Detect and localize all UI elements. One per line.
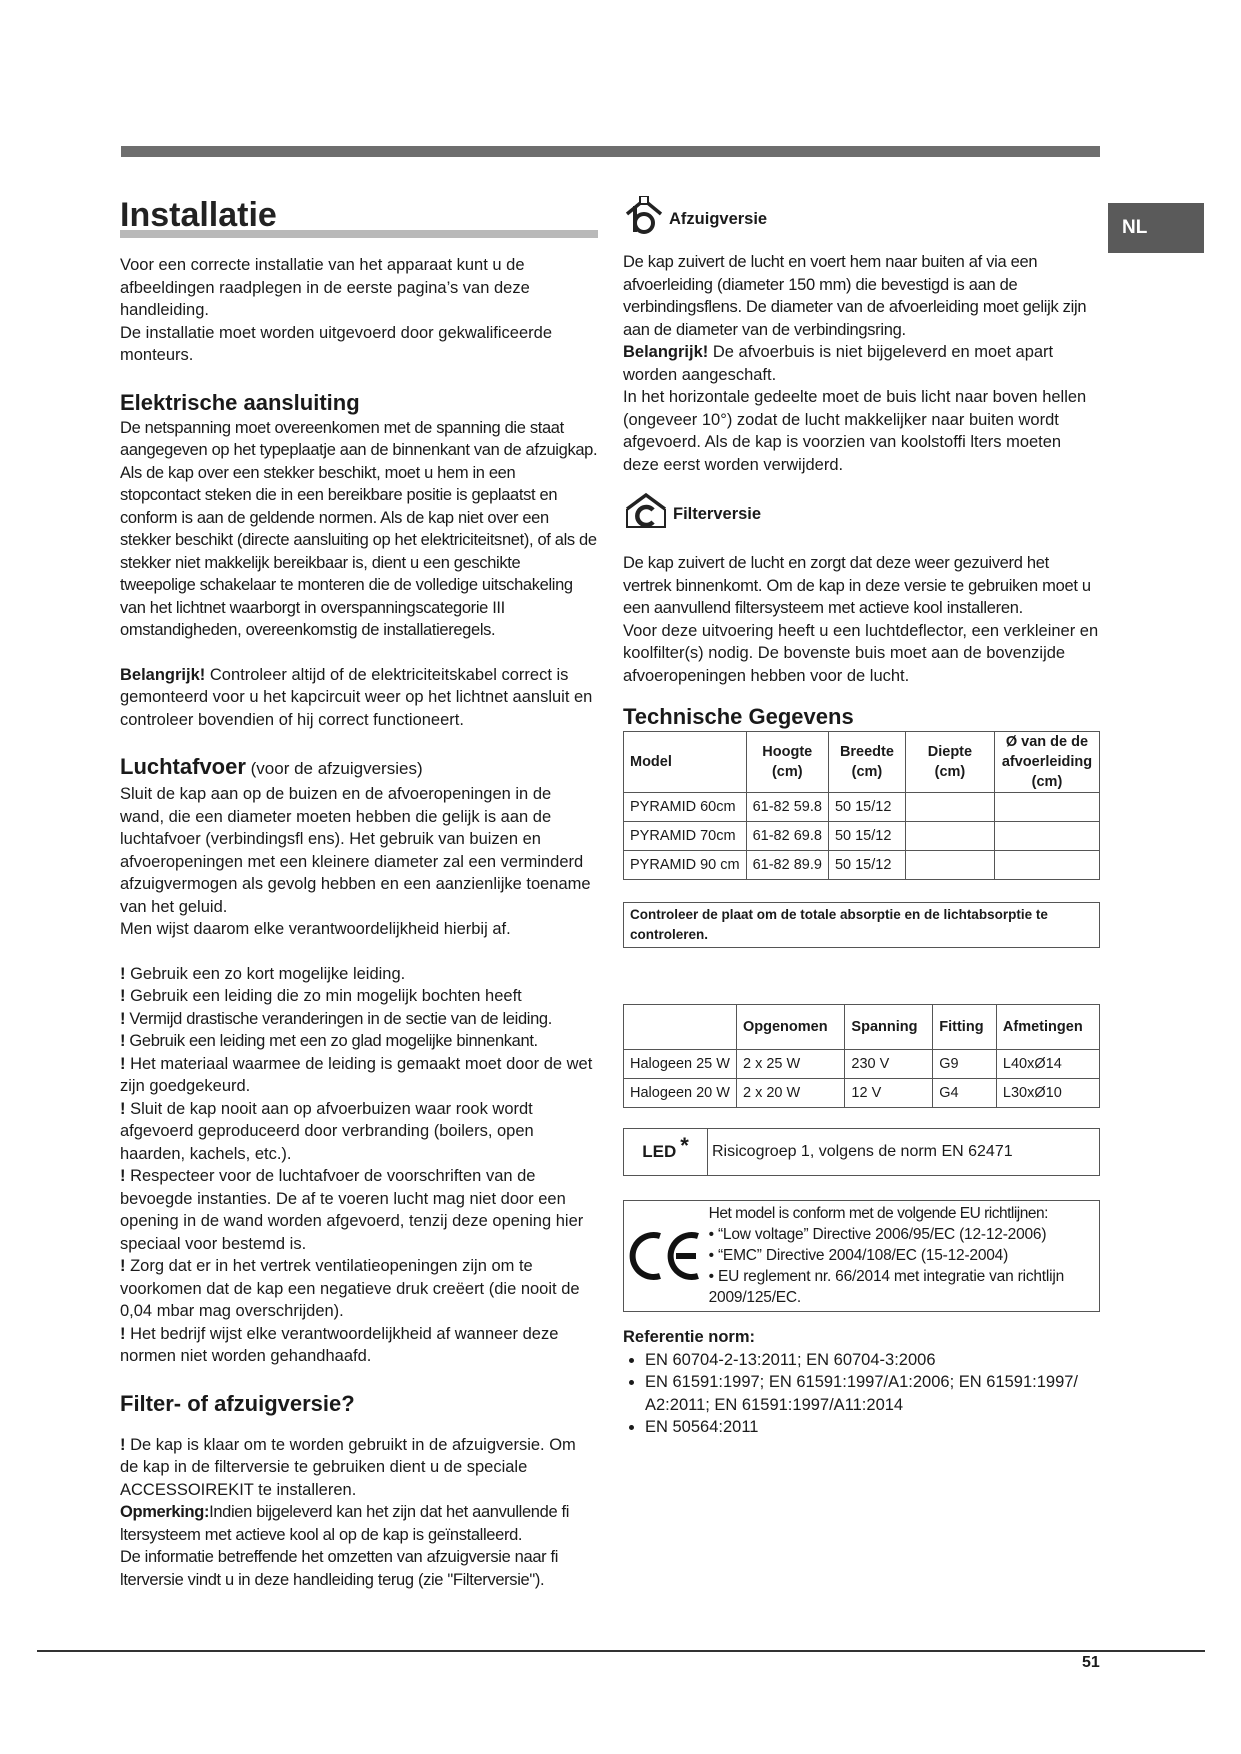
warning-6 [120,1098,598,1166]
warning-5 [120,1053,598,1098]
warning-4 [120,1030,598,1053]
table-cell [994,822,1099,851]
warning-text: Respecteer voor de luchtafvoer de voorschriften van de bevoegde instanties. De af te voeren lucht mag niet door een opening in de wand worden afgevoerd, tenzij deze opening hier speciaal voor bestemd is. [120,1167,584,1253]
afzuig-text-2: In het horizontale gedeelte moet de buis licht naar boven hellen (ongeveer 10°) zodat de lucht makkelijker naar buiten wordt afgevoerd. Als de kap is voorzien van koolstoffi lters moeten deze eerst worden verwijderd. [623,388,1087,474]
warning-mark: ! [120,1324,126,1343]
warning-text: Vermijd drastische veranderingen in de sectie van de leiding. [125,1009,552,1028]
filterversie-label: Filterversie [673,504,762,523]
table-row [624,1050,1100,1079]
warning-text: Sluit de kap nooit aan op afvoerbuizen waar rook wordt afgevoerd geproduceerd door verbranding (boilers, open haarden, kachels, etc.). [120,1099,534,1163]
led-label: LED [642,1141,677,1161]
warning-mark: ! [120,1032,126,1050]
tech-header-cell: Ø van de de afvoerleiding (cm) [994,732,1099,793]
tech-heading: Technische Gegevens [623,704,854,729]
afzuig-heading [623,197,1100,241]
warning-9 [120,1323,598,1368]
page-number: 51 [1082,1654,1100,1671]
elektrisch-important [120,664,598,732]
warning-text: Het bedrijf wijst elke verantwoordelijkheid af wanneer deze normen niet worden gehandhaafd. [120,1324,559,1365]
intro-text-1: Voor een correcte installatie van het apparaat kunt u de afbeeldingen raadplegen in de eerste pagina’s van deze handleiding. [120,256,530,319]
table-cell [994,793,1099,822]
important-label: Belangrijk! [120,665,206,684]
top-rule [121,146,1100,157]
warning-8 [120,1255,598,1323]
table-row [624,793,1100,822]
table-cell [905,851,994,880]
ce-line: • EU reglement nr. 66/2014 met integratie van richtlijn 2009/125/EC. [708,1268,1065,1306]
warning-mark: ! [120,1054,126,1073]
ce-line: Het model is conform met de volgende EU richtlijnen: [708,1205,1048,1222]
absorption-note: Controleer de plaat om de totale absorptie en de lichtabsorptie te controleren. [623,902,1100,948]
afzuig-text-1: De kap zuivert de lucht en voert hem naar buiten af via een afvoerleiding (diameter 150 mm) die bevestigd is aan de verbindingsflens. De diameter van de afvoerleiding moet gelijk zijn aan de diameter van de verbindingsring. [623,253,1087,339]
warning-text: Gebruik een leiding met een zo glad mogelijke binnenkant. [125,1032,538,1050]
filter-text: De kap is klaar om te worden gebruikt in de afzuigversie. Om de kap in de filterversie te gebruiken dient u de speciale ACCESSOIREKIT te installeren. [120,1435,576,1499]
filter-note [120,1501,598,1546]
tech-header-cell: Hoogte (cm) [746,732,828,793]
warning-7 [120,1165,598,1255]
table-row [624,822,1100,851]
lamp-header-cell: Fitting [933,1005,997,1050]
table-cell: PYRAMID 60cm [624,793,747,822]
warning-mark: ! [120,1257,126,1275]
table-cell: G9 [933,1050,997,1079]
tech-header-row [624,732,1100,793]
table-cell: L30xØ10 [996,1079,1099,1108]
luchtafvoer-subtitle: (voor de afzuigversies) [245,759,423,778]
luchtafvoer-title: Luchtafvoer [120,754,246,779]
elektrisch-heading: Elektrische aansluiting [120,389,360,415]
language-tab: NL [1108,203,1204,253]
warning-1 [120,963,598,986]
table-cell [905,822,994,851]
warning-mark: ! [120,1009,126,1028]
important-text: Controleer altijd of de elektriciteitskabel correct is gemonteerd voor u het kapcircuit weer op het lichtnet aansluit en controleer bovendien of hij correct functioneert. [120,665,593,729]
list-item: • EN 60704-2-13:2011; EN 60704-3:2006 [645,1349,1100,1372]
led-box [623,1128,1100,1176]
tech-header-cell: Model [624,732,747,793]
title-block [120,196,598,236]
filter-text-1 [120,1434,598,1502]
table-cell: 61-82 59.8 [746,793,828,822]
luchtafvoer-text-2: Men wijst daarom elke verantwoordelijkheid hierbij af. [120,920,511,938]
afzuig-label: Afzuigversie [669,209,768,228]
table-cell: 12 V [845,1079,933,1108]
referentie-list [623,1349,1100,1439]
warning-mark: ! [120,1167,126,1185]
ce-box [623,1200,1100,1312]
table-cell: 50 15/12 [828,793,905,822]
table-cell: 230 V [845,1050,933,1079]
lamp-table [623,1004,1100,1108]
table-cell: L40xØ14 [996,1050,1099,1079]
lamp-header-row [624,1005,1100,1050]
filter-text-2: De informatie betreffende het omzetten van afzuigversie naar fi lterversie vindt u in deze handleiding terug (zie "Filterversie"). [120,1548,559,1589]
filter-heading: Filter- of afzuigversie? [120,1390,355,1416]
filterversie-heading [623,492,1100,536]
tech-header-cell: Diepte (cm) [905,732,994,793]
bottom-rule [37,1650,1205,1652]
lamp-header-cell: Afmetingen [996,1005,1099,1050]
warning-3 [120,1008,598,1031]
warning-mark: ! [120,987,126,1005]
note-label: Opmerking: [120,1503,210,1521]
table-cell: PYRAMID 70cm [624,822,747,851]
warning-text: Gebruik een leiding die zo min mogelijk bochten heeft [125,987,522,1005]
table-cell: Halogeen 25 W [624,1050,737,1079]
table-cell: Halogeen 20 W [624,1079,737,1108]
table-cell: 2 x 20 W [737,1079,845,1108]
filterversie-text-2: Voor deze uitvoering heeft u een luchtdeflector, een verkleiner en koolfilter(s) nodig. De bovenste buis moet aan de bovenzijde afvoeropeningen hebben voor de lucht. [623,621,1099,685]
tech-header-cell: Breedte (cm) [828,732,905,793]
extraction-icon [623,196,665,243]
referentie-heading: Referentie norm: [623,1328,756,1346]
warning-2 [120,985,598,1008]
led-label-cell [624,1129,708,1175]
list-item: • EN 61591:1997; EN 61591:1997/A1:2006; EN 61591:1997/ A2:2011; EN 61591:1997/A11:2014 [645,1371,1100,1416]
table-row [624,1079,1100,1108]
table-cell [994,851,1099,880]
table-cell: 2 x 25 W [737,1050,845,1079]
lamp-header-cell [624,1005,737,1050]
afzuig-important [623,341,1100,386]
ce-line: • “Low voltage” Directive 2006/95/EC (12-12-2006) [708,1226,1047,1243]
luchtafvoer-text-1: Sluit de kap aan op de buizen en de afvoeropeningen in de wand, die een diameter moeten hebben die gelijk is aan de luchtafvoer (verbindingsfl ens). Het gebruik van buizen en afvoeropeningen met een kleinere diameter zal een verminderd afzuigvermogen als gevolg hebben en een aanzienlijke toename van het geluid. [120,785,591,916]
ce-line: • “EMC” Directive 2004/108/EC (15-12-2004) [708,1247,1009,1264]
right-column [623,205,1100,1439]
important-label: Belangrijk! [623,343,709,361]
list-item: • EN 50564:2011 [645,1416,1100,1439]
ce-mark-icon [624,1201,709,1311]
warning-mark: ! [120,1435,126,1454]
table-cell: 50 15/12 [828,822,905,851]
warning-mark: ! [120,1099,126,1118]
warning-mark: ! [120,964,126,983]
important-text: De afvoerbuis is niet bijgeleverd en moet apart worden aangeschaft. [623,343,1054,384]
table-cell [905,793,994,822]
left-column [120,196,598,1591]
table-cell: G4 [933,1079,997,1108]
lamp-header-cell: Opgenomen [737,1005,845,1050]
warning-text: Gebruik een zo kort mogelijke leiding. [125,964,406,983]
note-text: Indien bijgeleverd kan het zijn dat het aanvullende fi ltersysteem met actieve kool al op de kap is geïnstalleerd. [120,1503,570,1544]
tech-table [623,731,1100,880]
table-cell: 61-82 69.8 [746,822,828,851]
intro-text-2: De installatie moet worden uitgevoerd door gekwalificeerde monteurs. [120,323,552,364]
warning-text: Zorg dat er in het vertrek ventilatieopeningen zijn om te voorkomen dat de kap een negatieve druk creëert (die nooit de 0,04 mbar mag overschrijden). [120,1257,580,1320]
table-cell: PYRAMID 90 cm [624,851,747,880]
page-title: Installatie [120,196,277,234]
led-text: Risicogroep 1, volgens de norm EN 62471 [712,1142,1013,1160]
lamp-header-cell: Spanning [845,1005,933,1050]
ce-text [709,1201,1099,1311]
table-cell: 61-82 89.9 [746,851,828,880]
led-star: * [680,1132,689,1158]
warning-text: Het materiaal waarmee de leiding is gemaakt moet door de wet zijn goedgekeurd. [120,1054,593,1095]
luchtafvoer-heading [120,753,598,783]
filterversie-text-1: De kap zuivert de lucht en zorgt dat deze weer gezuiverd het vertrek binnenkomt. Om de kap in deze versie te gebruiken moet u een aanvullend filtersysteem met actieve kool installeren. [623,554,1091,617]
table-row [624,851,1100,880]
table-cell: 50 15/12 [828,851,905,880]
recirculation-icon [623,491,669,538]
elektrisch-text: De netspanning moet overeenkomen met de spanning die staat aangegeven op het typeplaatje aan de binnenkant van de afzuigkap. Als de kap over een stekker beschikt, moet u hem in een stopcontact steken die in een bereikbare positie is geplaatst en conform is aan de geldende normen. Als de kap niet over een stekker beschikt (directe aansluiting op het elektriciteitsnet), of als de stekker niet makkelijk bereikbaar is, dient u een geschikte tweepolige schakelaar te monteren die de volledige uitschakeling van het lichtnet waarborgt in overspanningscategorie III omstandigheden, overeenkomstig de installatieregels. [120,418,598,639]
